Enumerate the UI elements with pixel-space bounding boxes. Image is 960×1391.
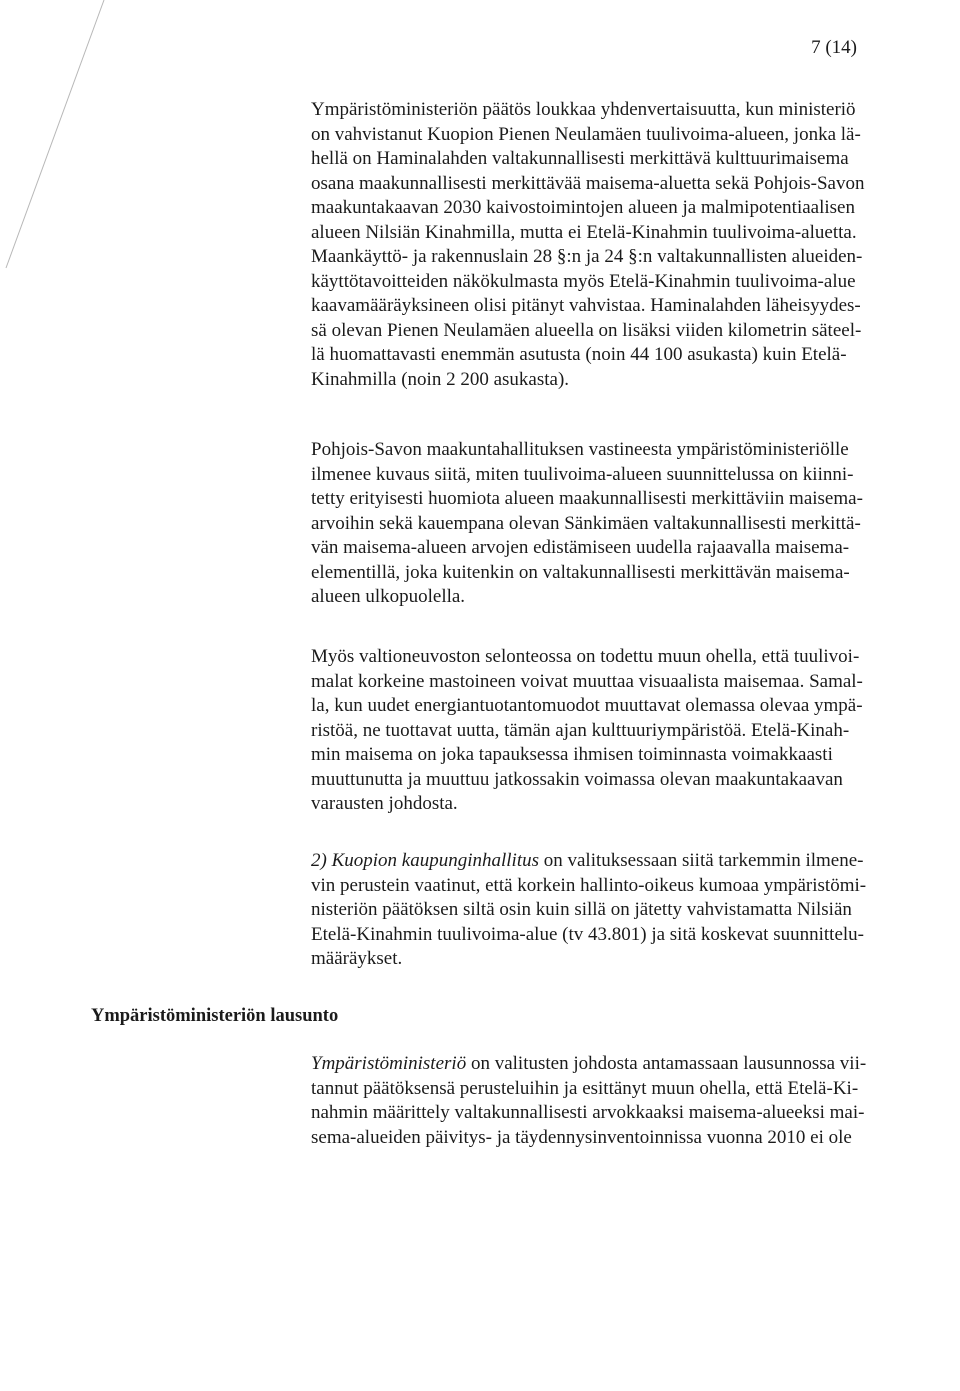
- text-line: kaavamääräyksineen olisi pitänyt vahvistaa. Haminalahden läheisyydes-: [311, 295, 861, 316]
- text-line: Etelä-Kinahmin tuulivoima-alue (tv 43.801) ja sitä koskevat suunnittelu-: [311, 923, 864, 945]
- text-line: min maisema on joka tapauksessa ihmisen toiminnasta voimakkaasti: [311, 744, 833, 765]
- text-line: Ympäristöministeriön päätös loukkaa yhdenvertaisuutta, kun ministeriö: [311, 99, 856, 120]
- text-line: osana maakunnallisesti merkittävää maisema-aluetta sekä Pohjois-Savon: [311, 172, 865, 194]
- text-line: la, kun uudet energiantuotantomuodot muuttavat olemassa olevaa ympä-: [311, 695, 863, 716]
- text-line: lä huomattavasti enemmän asutusta (noin 44 100 asukasta) kuin Etelä-: [311, 344, 847, 365]
- text-line: Maankäyttö- ja rakennuslain 28 §:n ja 24 §:n valtakunnallisten alueiden-: [311, 246, 863, 267]
- text-line: Pohjois-Savon maakuntahallituksen vastineesta ympäristöministeriölle: [311, 439, 849, 460]
- paragraph-5: [311, 1052, 866, 1150]
- line-rest: on valitusten johdosta antamassaan lausunnossa vii-: [466, 1053, 867, 1074]
- text-line: muuttunutta ja muuttuu jatkossakin voimassa olevan maakuntakaavan: [311, 768, 843, 790]
- text-line: määräykset.: [311, 948, 403, 969]
- text-line: sä olevan Pienen Neulamäen alueella on lisäksi viiden kilometrin säteel-: [311, 319, 862, 341]
- text-line: nisteriön päätöksen siltä osin kuin sillä on jätetty vahvistamatta Nilsiän: [311, 899, 852, 920]
- italic-lead: Ympäristöministeriö: [311, 1053, 467, 1074]
- paragraph-1: [311, 98, 864, 392]
- text-line: elementillä, joka kuitenkin on valtakunnallisesti merkittävän maisema-: [311, 561, 850, 583]
- text-line: Myös valtioneuvoston selonteossa on todettu muun ohella, että tuulivoi-: [311, 646, 860, 667]
- text-line: sema-alueiden päivitys- ja täydennysinventoinnissa vuonna 2010 ei ole: [311, 1126, 852, 1148]
- text-line: vän maisema-alueen arvojen edistämiseen uudella rajaavalla maisema-: [311, 537, 850, 558]
- section-heading: Ympäristöministeriön lausunto: [91, 1006, 339, 1026]
- text-line: alueen ulkopuolella.: [311, 586, 466, 607]
- text-line: alueen Nilsiän Kinahmilla, mutta ei Etelä-Kinahmin tuulivoima-aluetta.: [311, 221, 857, 243]
- text-line: varausten johdosta.: [311, 793, 458, 814]
- text-line: vin perustein vaatinut, että korkein hallinto-oikeus kumoaa ympäristömi-: [311, 874, 867, 896]
- page-number: 7 (14): [811, 37, 857, 58]
- paragraph-4: [311, 849, 866, 972]
- scan-artifact-line: [0, 0, 120, 280]
- text-line: Kinahmilla (noin 2 200 asukasta).: [311, 368, 570, 390]
- italic-lead: 2) Kuopion kaupunginhallitus: [311, 850, 539, 871]
- line-rest: on valituksessaan siitä tarkemmin ilmene-: [539, 850, 864, 871]
- text-line: arvoihin sekä kauempana olevan Sänkimäen valtakunnallisesti merkittä-: [311, 512, 861, 534]
- text-line: ilmenee kuvaus siitä, miten tuulivoima-alueen suunnittelussa on kiinni-: [311, 463, 854, 485]
- text-line: hellä on Haminalahden valtakunnallisesti merkittävä kulttuurimaisema: [311, 148, 849, 169]
- text-line: tetty erityisesti huomiota alueen maakunnallisesti merkittäviin maisema-: [311, 488, 863, 509]
- text-line: on vahvistanut Kuopion Pienen Neulamäen tuulivoima-alueen, jonka lä-: [311, 123, 861, 145]
- text-line: ristöä, ne tuottavat uutta, tämän ajan kulttuuriympäristöä. Etelä-Kinah-: [311, 719, 850, 741]
- text-line: käyttötavoitteiden näkökulmasta myös Etelä-Kinahmin tuulivoima-alue: [311, 270, 856, 292]
- text-line: tannut päätöksensä perusteluihin ja esittänyt muun ohella, että Etelä-Ki-: [311, 1077, 859, 1099]
- text-line: [311, 849, 866, 874]
- paragraph-2: [311, 438, 863, 610]
- paragraph-3: [311, 645, 863, 817]
- text-line: [311, 1052, 866, 1077]
- text-line: maakuntakaavan 2030 kaivostoimintojen alueen ja malmipotentiaalisen: [311, 197, 855, 218]
- text-line: nahmin määrittely valtakunnallisesti arvokkaaksi maisema-alueeksi mai-: [311, 1102, 865, 1123]
- text-line: malat korkeine mastoineen voivat muuttaa visuaalista maisemaa. Samal-: [311, 670, 863, 692]
